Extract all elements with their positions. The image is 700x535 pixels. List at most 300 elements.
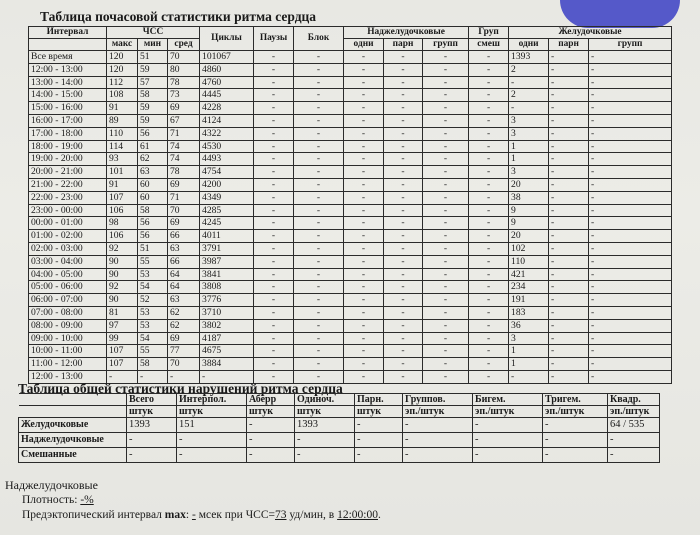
table-cell: 107 — [107, 191, 138, 204]
table-row — [19, 433, 660, 448]
table-cell: 92 — [107, 281, 138, 294]
table-cell: 51 — [138, 51, 168, 64]
table-cell: - — [294, 358, 344, 371]
table-cell: - — [355, 418, 403, 433]
table-cell: - — [344, 178, 384, 191]
table-cell: 4228 — [200, 102, 254, 115]
table-cell: - — [254, 204, 294, 217]
table-cell: - — [509, 76, 549, 89]
table-cell: 3802 — [200, 319, 254, 332]
table-cell: - — [295, 433, 355, 448]
table-cell: - — [294, 230, 344, 243]
table-cell: - — [608, 448, 660, 463]
table-cell: 64 / 535 — [608, 418, 660, 433]
table-cell: - — [254, 140, 294, 153]
col-hr-min: мин — [138, 39, 168, 51]
row-interval: 11:00 - 12:00 — [29, 358, 107, 371]
table-cell: - — [384, 89, 423, 102]
table-cell: - — [423, 76, 469, 89]
table-cell: 4245 — [200, 217, 254, 230]
row-interval: 15:00 - 16:00 — [29, 102, 107, 115]
table-cell: 3 — [509, 114, 549, 127]
table-cell: - — [344, 51, 384, 64]
table-cell: - — [423, 204, 469, 217]
row-interval: 16:00 - 17:00 — [29, 114, 107, 127]
row-interval: 04:00 - 05:00 — [29, 268, 107, 281]
table-cell: - — [344, 255, 384, 268]
row-interval: 02:00 - 03:00 — [29, 242, 107, 255]
table-row — [29, 230, 672, 243]
table-cell: 53 — [138, 319, 168, 332]
table-cell: 70 — [168, 204, 200, 217]
table-cell: 3710 — [200, 306, 254, 319]
table-cell: - — [589, 268, 672, 281]
table-cell: - — [254, 345, 294, 358]
table-row — [29, 294, 672, 307]
table-row — [29, 242, 672, 255]
table-cell: - — [254, 63, 294, 76]
table-cell: 80 — [168, 63, 200, 76]
table-cell: 69 — [168, 178, 200, 191]
table-cell: - — [549, 319, 589, 332]
table-cell: - — [344, 230, 384, 243]
table-cell: - — [589, 242, 672, 255]
table-cell: 1393 — [127, 418, 177, 433]
preectopic-time: 12:00:00 — [337, 509, 378, 521]
table-cell: - — [355, 433, 403, 448]
table-cell: - — [589, 166, 672, 179]
general-col-header: Одиноч. — [295, 394, 355, 406]
table-cell: - — [549, 114, 589, 127]
table-row — [29, 166, 672, 179]
table-cell: - — [469, 191, 509, 204]
table-cell: - — [469, 140, 509, 153]
col-pauses: Паузы — [254, 27, 294, 51]
table-cell: - — [423, 89, 469, 102]
table-cell: - — [294, 268, 344, 281]
table-cell: - — [469, 268, 509, 281]
table-cell: 60 — [138, 191, 168, 204]
row-interval: 06:00 - 07:00 — [29, 294, 107, 307]
general-col-header: штук — [177, 406, 247, 418]
table-cell: - — [254, 319, 294, 332]
table-cell: - — [423, 230, 469, 243]
table-cell: - — [589, 217, 672, 230]
table-cell: - — [247, 433, 295, 448]
table-cell: - — [469, 204, 509, 217]
table-cell: 1 — [509, 358, 549, 371]
table-cell: 9 — [509, 204, 549, 217]
row-interval: 13:00 - 14:00 — [29, 76, 107, 89]
general-table-body — [19, 418, 660, 463]
table-cell: - — [344, 166, 384, 179]
hourly-subheader-row — [29, 39, 672, 51]
table-cell: - — [294, 242, 344, 255]
table-cell: - — [294, 51, 344, 64]
table-cell: 56 — [138, 217, 168, 230]
table-cell: 62 — [168, 306, 200, 319]
table-cell: 67 — [168, 114, 200, 127]
table-cell: 151 — [177, 418, 247, 433]
table-cell: - — [344, 191, 384, 204]
table-cell: - — [294, 166, 344, 179]
table-cell: - — [294, 127, 344, 140]
general-header-row — [19, 394, 660, 406]
table-cell: - — [589, 76, 672, 89]
table-cell: 97 — [107, 319, 138, 332]
table-cell: 71 — [168, 191, 200, 204]
table-cell: - — [254, 217, 294, 230]
general-stats-table — [18, 393, 660, 463]
table-cell: - — [384, 102, 423, 115]
table-cell: - — [549, 217, 589, 230]
table-cell: - — [549, 294, 589, 307]
table-cell: 106 — [107, 204, 138, 217]
col-v-pair: парн — [549, 39, 589, 51]
table-cell: 9 — [509, 217, 549, 230]
table-cell: - — [469, 127, 509, 140]
table-cell: - — [344, 358, 384, 371]
table-cell: - — [469, 102, 509, 115]
row-interval: 20:00 - 21:00 — [29, 166, 107, 179]
table-cell: - — [608, 433, 660, 448]
table-cell: 3808 — [200, 281, 254, 294]
table-cell: - — [589, 370, 672, 383]
row-interval: 09:00 - 10:00 — [29, 332, 107, 345]
table-cell: - — [549, 63, 589, 76]
table-cell: - — [423, 358, 469, 371]
general-col-header: Интерпол. — [177, 394, 247, 406]
table-cell: - — [589, 281, 672, 294]
table-cell: - — [543, 448, 608, 463]
table-row — [29, 204, 672, 217]
table-cell: - — [543, 418, 608, 433]
table-cell: - — [469, 255, 509, 268]
table-cell: - — [254, 255, 294, 268]
table-cell: - — [384, 345, 423, 358]
redaction-mark — [560, 0, 680, 28]
table-cell: 89 — [107, 114, 138, 127]
table-cell: - — [423, 166, 469, 179]
table-cell: 78 — [168, 166, 200, 179]
table-cell: - — [384, 140, 423, 153]
preectopic-hr: 73 — [275, 509, 287, 521]
table-cell: - — [549, 358, 589, 371]
col-mixed: смеш — [469, 39, 509, 51]
table-cell: - — [423, 51, 469, 64]
table-cell: 56 — [138, 230, 168, 243]
table-cell: - — [254, 281, 294, 294]
table-cell: - — [549, 204, 589, 217]
table-cell: - — [423, 332, 469, 345]
table-cell: - — [549, 127, 589, 140]
table-cell: 60 — [138, 178, 168, 191]
row-interval: 05:00 - 06:00 — [29, 281, 107, 294]
table-cell: - — [469, 217, 509, 230]
row-interval: 07:00 - 08:00 — [29, 306, 107, 319]
general-row-label: Желудочковые — [19, 418, 127, 433]
table-cell: - — [549, 230, 589, 243]
table-cell: - — [589, 358, 672, 371]
table-cell: 4187 — [200, 332, 254, 345]
table-cell: - — [384, 255, 423, 268]
table-cell: - — [549, 178, 589, 191]
table-cell: - — [254, 294, 294, 307]
table-cell: - — [344, 114, 384, 127]
table-row — [29, 76, 672, 89]
table-cell: 69 — [168, 332, 200, 345]
col-v-single: одни — [509, 39, 549, 51]
table-cell: 81 — [107, 306, 138, 319]
table-cell: - — [549, 370, 589, 383]
table-cell: - — [423, 102, 469, 115]
table-cell: 1 — [509, 345, 549, 358]
col-supraventricular: Наджелудочковые — [344, 27, 469, 39]
table-cell: 20 — [509, 230, 549, 243]
table-row — [19, 448, 660, 463]
table-cell: - — [384, 370, 423, 383]
table-cell: - — [543, 433, 608, 448]
table-cell: - — [168, 370, 200, 383]
table-cell: - — [384, 178, 423, 191]
table-cell: - — [200, 370, 254, 383]
general-col-header: Парн. — [355, 394, 403, 406]
table-cell: - — [294, 153, 344, 166]
table-cell: - — [294, 191, 344, 204]
table-cell: 93 — [107, 153, 138, 166]
table-cell: - — [384, 319, 423, 332]
table-cell: 53 — [138, 306, 168, 319]
table-cell: 20 — [509, 178, 549, 191]
table-cell: - — [509, 102, 549, 115]
table-cell: - — [384, 153, 423, 166]
table-cell: - — [469, 230, 509, 243]
table-cell: 106 — [107, 230, 138, 243]
table-row — [29, 217, 672, 230]
table-row — [19, 418, 660, 433]
table-cell: - — [549, 345, 589, 358]
table-cell: - — [423, 306, 469, 319]
table-cell: - — [254, 306, 294, 319]
row-interval: 12:00 - 13:00 — [29, 63, 107, 76]
table-cell: - — [423, 294, 469, 307]
table-cell: - — [294, 255, 344, 268]
table-cell: - — [254, 191, 294, 204]
table-cell: - — [254, 166, 294, 179]
table-cell: 90 — [107, 294, 138, 307]
table-cell: - — [384, 268, 423, 281]
table-cell: - — [589, 153, 672, 166]
table-cell: 59 — [138, 102, 168, 115]
table-cell: - — [254, 127, 294, 140]
table-cell: 101067 — [200, 51, 254, 64]
table-cell: 64 — [168, 268, 200, 281]
table-cell: - — [294, 140, 344, 153]
table-cell: 73 — [168, 89, 200, 102]
table-row — [29, 306, 672, 319]
col-cycles: Циклы — [200, 27, 254, 51]
table-cell: 3 — [509, 166, 549, 179]
table-cell: - — [294, 76, 344, 89]
table-cell: - — [423, 370, 469, 383]
table-cell: - — [127, 448, 177, 463]
table-cell: - — [254, 178, 294, 191]
table-cell: - — [549, 102, 589, 115]
general-col-header: штук — [247, 406, 295, 418]
table-row — [29, 153, 672, 166]
general-col-header: Квадр. — [608, 394, 660, 406]
table-cell: 54 — [138, 332, 168, 345]
row-interval: 23:00 - 00:00 — [29, 204, 107, 217]
table-cell: - — [469, 89, 509, 102]
col-sv-single: одни — [344, 39, 384, 51]
table-cell: - — [469, 358, 509, 371]
table-cell: - — [549, 242, 589, 255]
general-table-head — [19, 394, 660, 418]
table-cell: 102 — [509, 242, 549, 255]
table-cell: 4754 — [200, 166, 254, 179]
table-cell: 4124 — [200, 114, 254, 127]
general-col-header: эп./штук — [543, 406, 608, 418]
table-cell: - — [254, 230, 294, 243]
table-cell: - — [469, 332, 509, 345]
table-cell: - — [423, 281, 469, 294]
table-cell: 99 — [107, 332, 138, 345]
table-cell: 58 — [138, 204, 168, 217]
table-cell: 4493 — [200, 153, 254, 166]
row-interval: 18:00 - 19:00 — [29, 140, 107, 153]
table-cell: - — [177, 448, 247, 463]
table-cell: - — [549, 255, 589, 268]
preectopic-max: max — [164, 509, 186, 521]
table-cell: 74 — [168, 140, 200, 153]
density-label: Плотность: — [22, 494, 78, 506]
table-cell: - — [473, 418, 543, 433]
table-cell: - — [355, 448, 403, 463]
table-cell: - — [469, 63, 509, 76]
general-table-title: Таблица общей статистики нарушений ритма сердца — [18, 381, 343, 396]
table-cell: 2 — [509, 89, 549, 102]
table-cell: 58 — [138, 89, 168, 102]
table-cell: 63 — [168, 242, 200, 255]
table-cell: - — [589, 191, 672, 204]
table-row — [29, 178, 672, 191]
table-cell: - — [344, 102, 384, 115]
table-cell: - — [423, 191, 469, 204]
general-header-row — [19, 406, 660, 418]
table-cell: - — [549, 51, 589, 64]
table-cell: 69 — [168, 217, 200, 230]
footer-section-title: Наджелудочковые — [5, 478, 98, 492]
table-cell: 62 — [168, 319, 200, 332]
table-cell: 3776 — [200, 294, 254, 307]
table-cell: - — [344, 153, 384, 166]
table-cell: 107 — [107, 358, 138, 371]
table-cell: 3791 — [200, 242, 254, 255]
table-cell: - — [344, 89, 384, 102]
table-cell: - — [107, 370, 138, 383]
table-cell: 3841 — [200, 268, 254, 281]
table-cell: 61 — [138, 140, 168, 153]
table-cell: - — [384, 204, 423, 217]
table-cell: 90 — [107, 268, 138, 281]
table-cell: - — [254, 370, 294, 383]
col-interval: Интервал — [29, 27, 107, 39]
table-cell: - — [294, 345, 344, 358]
table-cell: - — [423, 114, 469, 127]
table-cell: 1393 — [509, 51, 549, 64]
row-interval: 19:00 - 20:00 — [29, 153, 107, 166]
row-interval: 03:00 - 04:00 — [29, 255, 107, 268]
table-cell: - — [127, 433, 177, 448]
table-cell: - — [589, 294, 672, 307]
table-cell: 66 — [168, 255, 200, 268]
table-cell: - — [254, 89, 294, 102]
table-cell: 55 — [138, 345, 168, 358]
table-cell: - — [469, 51, 509, 64]
table-cell: - — [589, 178, 672, 191]
table-cell: 110 — [509, 255, 549, 268]
table-cell: - — [423, 63, 469, 76]
table-cell: 51 — [138, 242, 168, 255]
table-row — [29, 127, 672, 140]
hourly-table-body — [29, 51, 672, 384]
general-col-header: Тригем. — [543, 394, 608, 406]
table-row — [29, 358, 672, 371]
table-cell: - — [344, 140, 384, 153]
table-cell: 64 — [168, 281, 200, 294]
table-cell: - — [423, 217, 469, 230]
table-cell: - — [469, 294, 509, 307]
table-cell: - — [384, 242, 423, 255]
col-v-group: групп — [589, 39, 672, 51]
table-cell: - — [423, 268, 469, 281]
table-cell: 4349 — [200, 191, 254, 204]
table-cell: - — [473, 433, 543, 448]
table-cell: 91 — [107, 178, 138, 191]
table-cell: - — [254, 153, 294, 166]
table-cell: 114 — [107, 140, 138, 153]
general-col-header: Группов. — [403, 394, 473, 406]
table-cell: - — [423, 242, 469, 255]
table-cell: 4760 — [200, 76, 254, 89]
table-cell: - — [423, 319, 469, 332]
table-cell: 36 — [509, 319, 549, 332]
table-cell: - — [469, 76, 509, 89]
row-interval: 00:00 - 01:00 — [29, 217, 107, 230]
row-interval: 01:00 - 02:00 — [29, 230, 107, 243]
row-interval: 12:00 - 13:00 — [29, 370, 107, 383]
table-row — [29, 114, 672, 127]
row-interval: 10:00 - 11:00 — [29, 345, 107, 358]
table-cell: 101 — [107, 166, 138, 179]
table-cell: - — [344, 204, 384, 217]
preectopic-dot: . — [378, 509, 381, 521]
table-cell: 53 — [138, 268, 168, 281]
col-hr-avg: сред — [168, 39, 200, 51]
table-row — [29, 89, 672, 102]
table-cell: - — [469, 178, 509, 191]
table-cell: - — [384, 114, 423, 127]
table-row — [29, 191, 672, 204]
table-cell: - — [589, 306, 672, 319]
table-cell: 98 — [107, 217, 138, 230]
preectopic-value: - — [191, 509, 196, 521]
table-cell: 66 — [168, 230, 200, 243]
table-cell: 59 — [138, 114, 168, 127]
table-cell: 4445 — [200, 89, 254, 102]
preectopic-hr-unit: уд/мин, в — [286, 509, 338, 521]
